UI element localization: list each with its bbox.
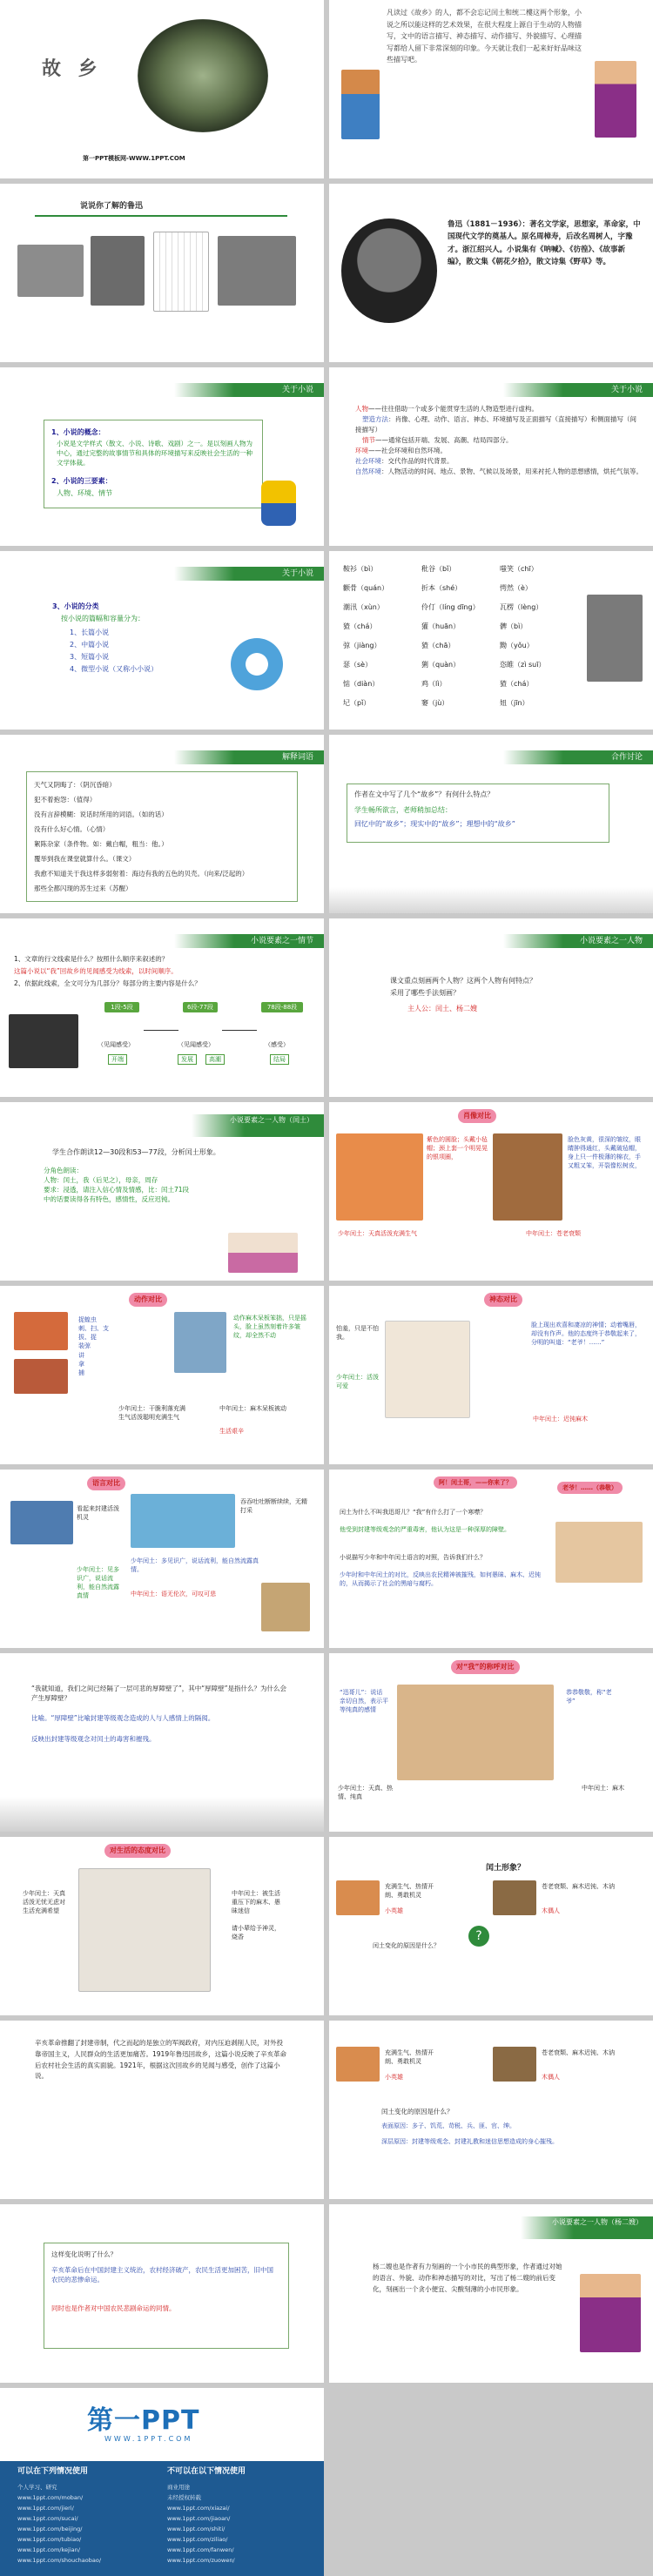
pron-cell: 猹（chá）: [343, 622, 377, 630]
heading-underline: [35, 215, 287, 217]
young-portrait-text: 紫色的圆脸；头戴小毡帽；颈上套一个明晃晃的银项圈，: [427, 1136, 488, 1161]
vocab-line: 那些全都闪现的苏生过来（苏醒）: [34, 884, 132, 892]
badge-action: 动作对比: [129, 1293, 167, 1307]
reading-box: [44, 1167, 296, 1227]
pron-row: [343, 598, 578, 617]
vocab-line: 絮陈杂家（条件物。如：戴白帽，粗当：他。）: [34, 840, 168, 848]
slide-address-discussion[interactable]: [329, 1470, 653, 1648]
types-item-1: 1、长篇小说: [70, 629, 110, 636]
pron-row: [343, 560, 578, 579]
action-old-caption: 中年闰土：麻木呆板被动: [219, 1405, 286, 1412]
yang-figure: [580, 2274, 641, 2352]
usage-item[interactable]: www.1ppt.com/sucai/: [17, 2515, 78, 2522]
slide-runtu-reading[interactable]: [0, 1102, 324, 1281]
types-item-4: 4、微型小说（又称小小说）: [70, 665, 158, 673]
reason-old-traits: 苍老衰颓、麻木迟钝、木讷: [542, 2049, 615, 2056]
term-plot: 情节: [362, 436, 375, 444]
action-item: 捉蝗虫: [78, 1316, 97, 1323]
landscape-footer: [329, 887, 653, 913]
term-environment: 环境: [355, 447, 368, 454]
pron-row: [343, 675, 578, 694]
barrier-a2: 反映出封建等级观念对闰土的毒害和摧残。: [31, 1735, 156, 1743]
reading-request-2: 中的话要读得各有特色，感情性，反应迟钝。: [44, 1194, 174, 1203]
action-item: 装弶: [78, 1342, 91, 1350]
badge-address-compare: 对“我”的称呼对比: [451, 1660, 520, 1674]
desc-environment: ——社会环境和自然环境。: [368, 447, 447, 454]
brand-url: WWW.1PPT.COM: [104, 2435, 193, 2443]
pron-cell: 嗤笑（chī）: [500, 565, 538, 573]
pron-cell: 伶仃（líng dīng）: [421, 603, 480, 611]
usage-item[interactable]: www.1ppt.com/xiazai/: [167, 2505, 230, 2512]
elements-text: 人物、环境、情节: [57, 489, 112, 497]
slide-expression-compare[interactable]: [329, 1286, 653, 1464]
old-portrait-text: 脸色灰黄，很深的皱纹，眼睛肿得通红，头戴破毡帽，身上只一件极薄的棉衣，手又粗又笨，开裂像松树皮，: [568, 1136, 641, 1170]
reason-old-img: [493, 2047, 536, 2082]
usage-item: 未经授权转载: [167, 2494, 201, 2501]
term-method: 塑造方法: [362, 415, 388, 423]
seg-2: 6段-77段: [183, 1002, 218, 1012]
action-item: 讲: [78, 1351, 84, 1359]
concept-heading: 1、小说的概念：: [51, 428, 105, 436]
elements-detail: [355, 404, 643, 477]
footer-text: 第一PPT模板网-WWW.1PPT.COM: [83, 155, 185, 162]
reason-old-label: 木偶人: [542, 2074, 560, 2081]
plot-q2: 2、依据此线索，全文可分为几部分？每部分的主要内容是什么？: [14, 979, 201, 987]
slide-discussion[interactable]: [329, 735, 653, 913]
banner-about-novel: 关于小说: [174, 383, 324, 397]
slide-title[interactable]: [0, 0, 324, 178]
reason-surface: 表面原因：多子、饥荒、苛税、兵、匪、官、绅。: [381, 2122, 515, 2129]
usage-item: 个人学习、研究: [17, 2484, 57, 2491]
slide-address-compare[interactable]: [329, 1653, 653, 1832]
usage-no-heading: 不可以在以下情况使用: [167, 2467, 246, 2476]
reading-request: 要求：浸透，请注入信心情及情感，比：闰土71段: [44, 1185, 190, 1194]
slide-characters[interactable]: [329, 918, 653, 1097]
vocab-line: 天气又阴晦了：（阴沉昏暗）: [34, 781, 116, 789]
slide-brand[interactable]: [0, 2388, 324, 2461]
action-item: 拔、捉: [78, 1334, 97, 1342]
address-old-caption: 中年闰土：麻木: [582, 1785, 624, 1792]
pron-row: [343, 656, 578, 675]
usage-ok-heading: 可以在下列情况使用: [17, 2467, 89, 2476]
language-old-short: 吞吞吐吐断断续续，无精打采: [240, 1498, 307, 1515]
pron-cell: 潮汛（xùn）: [343, 603, 384, 611]
usage-item[interactable]: www.1ppt.com/beijing/: [17, 2526, 83, 2532]
character-answer: 主人公：闰土、杨二嫂: [407, 1005, 477, 1012]
pron-cell: 鞍衫（bì）: [343, 565, 378, 573]
pron-cell: 猹（chā）: [421, 642, 455, 649]
slide-novel-elements[interactable]: [329, 367, 653, 546]
badge-attitude: 对生活的态度对比: [104, 1844, 171, 1858]
question-icon: ?: [468, 1926, 489, 1947]
intro-text: 凡读过《故乡》的人，都不会忘记闰土和统二樓这两个形象，小说之所以能这样的艺术效果，在很大程度上源自于生动的人物描写，文中的语言描写、神态描写、动作描写、外貌描写、心理描写都给人留下非常深刻的印象。今天就让我们一起来好好品味这些描写吧。: [387, 9, 582, 64]
address-p2: 小说描写少年和中年闰土语言的对照，告诉我们什么？: [340, 1554, 486, 1561]
label-end: 结局: [270, 1054, 289, 1065]
elements-heading: 2、小说的三要素：: [51, 477, 112, 485]
usage-no-list: [167, 2482, 315, 2566]
part-3: （感受）: [265, 1041, 289, 1048]
desc-natural: ：人物活动的时间、地点、景物、气候以及场景，用来衬托人物的思想感情，烘托气氛等。: [381, 467, 643, 475]
usage-item[interactable]: www.1ppt.com/fanwen/: [167, 2546, 234, 2553]
barrier-landscape: [0, 1797, 324, 1832]
expression-young-text: 怕羞，只是不怕我。: [336, 1325, 379, 1342]
action-item: 捕: [78, 1369, 84, 1376]
reading-role: 分角色朗读：: [44, 1167, 83, 1174]
figure-woman: [595, 61, 636, 138]
badge-portrait: 肖像对比: [458, 1109, 496, 1123]
action-img-2: [14, 1359, 68, 1394]
meaning-a2: 同时也是作者对中国农民悲剧命运的同情。: [51, 2304, 176, 2312]
language-young-short: 看起来封建活泼机灵: [77, 1505, 119, 1522]
luxun-portrait: [341, 219, 437, 323]
language-img-2: [131, 1494, 235, 1548]
pron-cell: 猁（quàn）: [421, 661, 461, 669]
photo-portrait: [91, 236, 145, 306]
label-start: 开端: [108, 1054, 127, 1065]
usage-item: 商业用途: [167, 2484, 190, 2491]
vocab-line: 犯不着抱怨：（值得）: [34, 796, 97, 804]
meaning-box: [44, 2243, 289, 2349]
slide-barrier[interactable]: [0, 1653, 324, 1832]
runtu-old-img: [493, 1880, 536, 1915]
pron-cell: 惦（diàn）: [343, 680, 380, 688]
banner-yang: 小说要素之一人物（杨二嫂）: [521, 2216, 653, 2239]
action-item: 拿: [78, 1360, 84, 1368]
slide-language-compare[interactable]: [0, 1470, 324, 1648]
runtu-young-traits: 充满生气、热情开朗、勇敢机灵: [385, 1883, 434, 1900]
label-develop: 发展: [178, 1054, 197, 1065]
slide-life-attitude[interactable]: [0, 1837, 324, 2015]
expression-young-caption: 少年闰土：活泼可爱: [336, 1374, 379, 1390]
usage-ok-list: [17, 2482, 157, 2566]
action-young-caption: 少年闰土：干脆利落充满生气活泼聪明充满生气: [118, 1405, 185, 1422]
pron-row: [343, 617, 578, 636]
reason-q: 闰土变化的原因是什么？: [381, 2108, 454, 2115]
pron-cell: 弶（jiàng）: [343, 642, 381, 649]
slide-pronunciation[interactable]: [329, 551, 653, 730]
pron-cell: 颧骨（quán）: [343, 584, 389, 592]
types-sub: 按小说的篇幅和容量分为：: [61, 615, 145, 622]
attitude-illustration: [78, 1868, 211, 1992]
banner-about-novel-2: 关于小说: [503, 383, 653, 397]
attitude-old-2: 请小辈给予神灵，烧香: [232, 1925, 280, 1941]
seg-line-2: [222, 1030, 257, 1031]
slide-meaning[interactable]: [0, 2204, 324, 2383]
part-1: （见闻感受）: [98, 1041, 134, 1048]
young-caption: 少年闰土：天真活泼充满生气: [338, 1230, 417, 1237]
photo-statue: [218, 236, 296, 306]
slide-background[interactable]: [0, 2021, 324, 2199]
action-item: 刺、扫、支: [78, 1325, 109, 1333]
attitude-old: 中年闰土：被生活重压下的麻木、愚昧迷信: [232, 1890, 280, 1915]
badge-language: 语言对比: [87, 1476, 125, 1490]
language-img-1: [10, 1501, 73, 1544]
usage-item[interactable]: www.1ppt.com/shouchaobao/: [17, 2557, 102, 2564]
runtu-old-traits: 苍老衰颓、麻木迟钝、木讷: [542, 1883, 615, 1890]
pron-cell: 獾（huān）: [421, 622, 461, 630]
discussion-box: [347, 784, 609, 843]
types-heading: 3、小说的分类: [52, 602, 99, 610]
term-character: 人物: [355, 405, 368, 413]
pron-cell: 窭（jù）: [421, 699, 449, 707]
runtu-change-q: 闰土变化的原因是什么？: [373, 1942, 440, 1949]
discussion-q: 作者在文中写了几个“故乡”？有何什么特点？: [354, 790, 495, 798]
photo-building: [17, 245, 84, 297]
action-img-1: [14, 1312, 68, 1350]
slide-title-text: 故 乡: [42, 58, 103, 80]
plot-photo: [9, 1014, 78, 1068]
pron-cell: 鸡（lì）: [421, 680, 447, 688]
pron-row: [343, 636, 578, 656]
address-q: 闰土为什么不叫我迅哥儿？“我”有什么打了一个寒噤？: [340, 1509, 487, 1516]
address-p3: 少年时和中年闰土的对比，反映出农民精神被摧残，如何愚昧、麻木、迟钝的，从而揭示了社会的黑暗与腐朽。: [340, 1571, 541, 1588]
slide-vocabulary[interactable]: [0, 735, 324, 913]
address-p1: 他受到封建等级观念的严重毒害，他认为这是一种深厚的障壁。: [340, 1526, 510, 1533]
plot-a1: 这篇小说以“我”回故乡的见闻感受为线索，以时间顺序。: [14, 967, 178, 975]
brand-logo: 第一PPT: [87, 2405, 200, 2436]
pron-cell: 愕然（è）: [500, 584, 532, 592]
address-illustration: [555, 1522, 643, 1583]
discussion-answer: 回忆中的“故乡”；现实中的“故乡”；理想中的“故乡”: [354, 820, 515, 828]
banner-characters: 小说要素之一人物: [503, 934, 653, 948]
vocab-line: 我愈不知道关于我这样多弱射着：海边有我的五色的贝壳。（向来/泛起的）: [34, 870, 249, 878]
usage-item[interactable]: www.1ppt.com/jieri/: [17, 2505, 74, 2512]
runtu-image-title: 闰土形象？: [486, 1864, 526, 1873]
slide-intro[interactable]: [329, 0, 653, 178]
action-img-3: [174, 1312, 226, 1373]
banner-runtu: 小说要素之一人物（闰土）: [192, 1114, 324, 1137]
luxun-heading: 说说你了解的鲁迅: [80, 202, 144, 211]
pron-cell: 瑟（sè）: [343, 661, 373, 669]
types-item-3: 3、短篇小说: [70, 653, 110, 661]
pron-cell: 瓦楞（lèng）: [500, 603, 543, 611]
old-runtu-img: [493, 1133, 562, 1221]
pron-cell: 猹（chá）: [500, 680, 534, 688]
desc-social: ：交代作品的时代背景。: [381, 457, 454, 465]
usage-item[interactable]: www.1ppt.com/zuowen/: [167, 2557, 235, 2564]
term-natural: 自然环境: [355, 467, 381, 475]
pronunciation-table: [343, 560, 578, 713]
slide-novel-types[interactable]: [0, 551, 324, 730]
slide-runtu-image[interactable]: [329, 1837, 653, 2015]
seg-3: 78段-88段: [261, 1002, 303, 1012]
seg-1: 1段-5段: [104, 1002, 139, 1012]
address-old-text: 恭恭敬敬，称“老爷”: [566, 1689, 612, 1705]
reason-young-label: 小英雄: [385, 2074, 403, 2081]
yang-text: 杨二嫂也是作者有力刻画的一个小市民的典型形象，作者通过对她的语言、外貌、动作和神态描写的对比，写出了杨二嫂的前后变化，刻画出一个贪小便宜、尖酸刻薄的小市民形象。: [373, 2263, 562, 2293]
banner-plot: 小说要素之一情节: [174, 934, 324, 948]
term-social: 社会环境: [355, 457, 381, 465]
reading-illustration: [228, 1233, 298, 1273]
desc-method: ：肖像、心理、动作、语言、神态、环境描写及正面描写（直接描写）和侧面描写（间接描写）: [355, 415, 636, 434]
slide-luxun-know[interactable]: [0, 184, 324, 362]
banner-discussion: 合作讨论: [503, 750, 653, 764]
address-young-caption: 少年闰土：天真、热情、纯真: [338, 1785, 393, 1801]
usage-item[interactable]: www.1ppt.com/ziliao/: [167, 2536, 228, 2543]
usage-item: www.1ppt.com/moban/: [17, 2494, 84, 2501]
meaning-q: 这样变化说明了什么？: [51, 2250, 117, 2258]
pron-cell: 恣睢（zì suī）: [500, 661, 546, 669]
reading-figure: [261, 481, 296, 526]
banner-vocab: 解释词语: [174, 750, 324, 764]
pron-cell: 折本（shé）: [421, 584, 462, 592]
vocab-lines: [34, 777, 292, 896]
reason-young-img: [336, 2047, 380, 2082]
figure-boy: [341, 70, 380, 139]
pron-cell: 髀（bì）: [500, 622, 528, 630]
novel-box: [44, 420, 263, 508]
desc-plot: ——通常包括开端、发展、高潮、结局四部分。: [375, 436, 513, 444]
language-old-caption: 中年闰土：语无伦次，可叹可悲: [131, 1591, 216, 1597]
reason-deep: 深层原因：封建等级观念、封建礼教和迷信思想造成的身心摧残。: [381, 2138, 558, 2145]
barrier-q: “我就知道，我们之间已经隔了一层可悲的厚障壁了”，其中“厚障壁”是指什么？为什么会产生厚障壁？: [31, 1685, 287, 1702]
meaning-a1: 辛亥革命后在中国封建主义统治，农村经济破产，农民生活更加困苦，旧中国农民的悲惨命运。: [51, 2266, 273, 2283]
village-photo: [138, 19, 268, 132]
runtu-young-label: 小英雄: [385, 1907, 403, 1914]
slide-portrait-compare[interactable]: [329, 1102, 653, 1281]
action-list: [78, 1315, 131, 1377]
expression-old-caption: 中年闰土：迟钝麻木: [533, 1416, 588, 1423]
language-young-caption: 少年闰土：见多识广，说话流利，能自然流露真情: [77, 1566, 119, 1600]
vocab-line: 覆举到我在课堂就算什么。（课文）: [34, 855, 136, 863]
character-q2: 采用了哪些手法刻画？: [390, 989, 460, 997]
address-young-text: “迅哥儿”：说话亲切自然，表示平等纯真的感情: [340, 1689, 388, 1714]
usage-item[interactable]: www.1ppt.com/kejian/: [17, 2546, 80, 2553]
reading-task: 学生合作朗读12—30段和53—77段，分析闰土形象。: [52, 1148, 220, 1156]
types-item-2: 2、中篇小说: [70, 641, 110, 649]
part-2: （见闻感受）: [178, 1041, 214, 1048]
pron-row: [343, 579, 578, 598]
expression-illustration: [385, 1321, 470, 1418]
slide-usage[interactable]: [0, 2461, 324, 2576]
concept-text: 小说是文学样式（散文、小说、诗歌、戏剧）之一。是以刻画人物为中心，通过完整的故事情节和具体的环境描写来反映社会生活的一种文学体裁。: [57, 440, 252, 467]
slide-action-compare[interactable]: [0, 1286, 324, 1464]
attitude-young: 少年闰土：天真活泼无忧无虑对生活充满希望: [23, 1890, 65, 1915]
character-q1: 课文重点刻画两个人物？这两个人物有何特点？: [390, 977, 536, 985]
seg-line-1: [144, 1030, 178, 1031]
banner-about-novel-3: 关于小说: [174, 567, 324, 581]
pron-cell: 秕谷（bǐ）: [421, 565, 456, 573]
action-right-text: 动作麻木呆板笨拙，只是摇头，脸上虽然刻着许多皱纹，却全然不动: [233, 1315, 306, 1340]
slide-yang-ersao[interactable]: [329, 2204, 653, 2383]
badge-address-1: 阿！闰土哥，——你来了？: [434, 1476, 517, 1489]
pron-row: [343, 694, 578, 713]
vocab-line: 没有什么好心情。（心情）: [34, 825, 110, 833]
pron-cell: 妞（jīn）: [500, 699, 529, 707]
usage-item[interactable]: www.1ppt.com/tubiao/: [17, 2536, 82, 2543]
runtu-young-img: [336, 1880, 380, 1915]
luxun-bio-text: 鲁迅（1881－1936）：著名文学家，思想家，革命家，中国现代文学的奠基人。原名周樟寿，后改名周树人，字豫才。浙江绍兴人。小说集有《呐喊》、《彷徨》、《故事新编》，散文集《朝花夕拾》，散文诗集《野草》等。: [448, 220, 641, 267]
runtu-old-label: 木偶人: [542, 1907, 560, 1914]
reason-young-traits: 充满生气、热情开朗、勇敢机灵: [385, 2049, 434, 2066]
background-text: 辛亥革命推翻了封建帝制，代之而起的是独立的军阀政府，对内压迫剥削人民，对外投靠帝国主义，人民群众的生活更加痛苦。1919年鲁迅回故乡，这篇小说反映了辛亥革命后农村社会生活的真实面貌。1921年，根据这次回故乡的见闻与感受，创作了这篇小说。: [35, 2039, 287, 2081]
young-runtu-img: [336, 1133, 423, 1221]
address-scene: [397, 1685, 554, 1780]
luxun-photo-small: [587, 595, 643, 682]
old-caption: 中年闰土：苍老衰颓: [526, 1230, 581, 1237]
badge-address-2: 老爷！……（恭敬）: [557, 1482, 623, 1494]
vocab-box: [26, 771, 298, 902]
barrier-a1: 比喻。“厚障壁”比喻封建等级观念造成的人与人感情上的隔阂。: [31, 1714, 215, 1722]
vocab-line: 没有言辞模糊：说话时所用的词语。（如的话）: [34, 810, 168, 818]
pron-cell: 黝（yǒu）: [500, 642, 534, 649]
usage-item[interactable]: www.1ppt.com/jiaoan/: [167, 2515, 231, 2522]
plot-q1: 1、文章的行文线索是什么？按照什么顺序来叙述的？: [14, 955, 169, 963]
penguin-illustration: [231, 638, 283, 690]
slide-change-reason[interactable]: [329, 2021, 653, 2199]
desc-character: ——往往借助一个或多个能贯穿生活的人物造型进行虚构。: [368, 405, 538, 413]
label-climax: 高潮: [205, 1054, 225, 1065]
action-hardship: 生活艰辛: [219, 1428, 244, 1435]
language-young-detail: 少年闰土：多见识广，说话流利，能自然流露真情。: [131, 1557, 259, 1574]
usage-item[interactable]: www.1ppt.com/shiti/: [167, 2526, 226, 2532]
expression-old-text: 脸上现出欢喜和凄凉的神情；动着嘴唇，却没有作声。他的态度终于恭敬起来了，分明的叫道：“老爷！……”: [531, 1322, 641, 1347]
discussion-hint: 学生畅所欲言，老师稍加总结：: [354, 806, 452, 814]
slide-plot[interactable]: [0, 918, 324, 1097]
reading-people: 人物：闰土，我（后见之），母亲，周存: [44, 1175, 158, 1184]
slide-luxun-bio[interactable]: [329, 184, 653, 362]
slide-novel-concept[interactable]: [0, 367, 324, 546]
pron-cell: 圮（pǐ）: [343, 699, 371, 707]
photo-calligraphy: [153, 232, 209, 312]
language-img-3: [261, 1583, 310, 1631]
badge-expression: 神态对比: [484, 1293, 522, 1307]
